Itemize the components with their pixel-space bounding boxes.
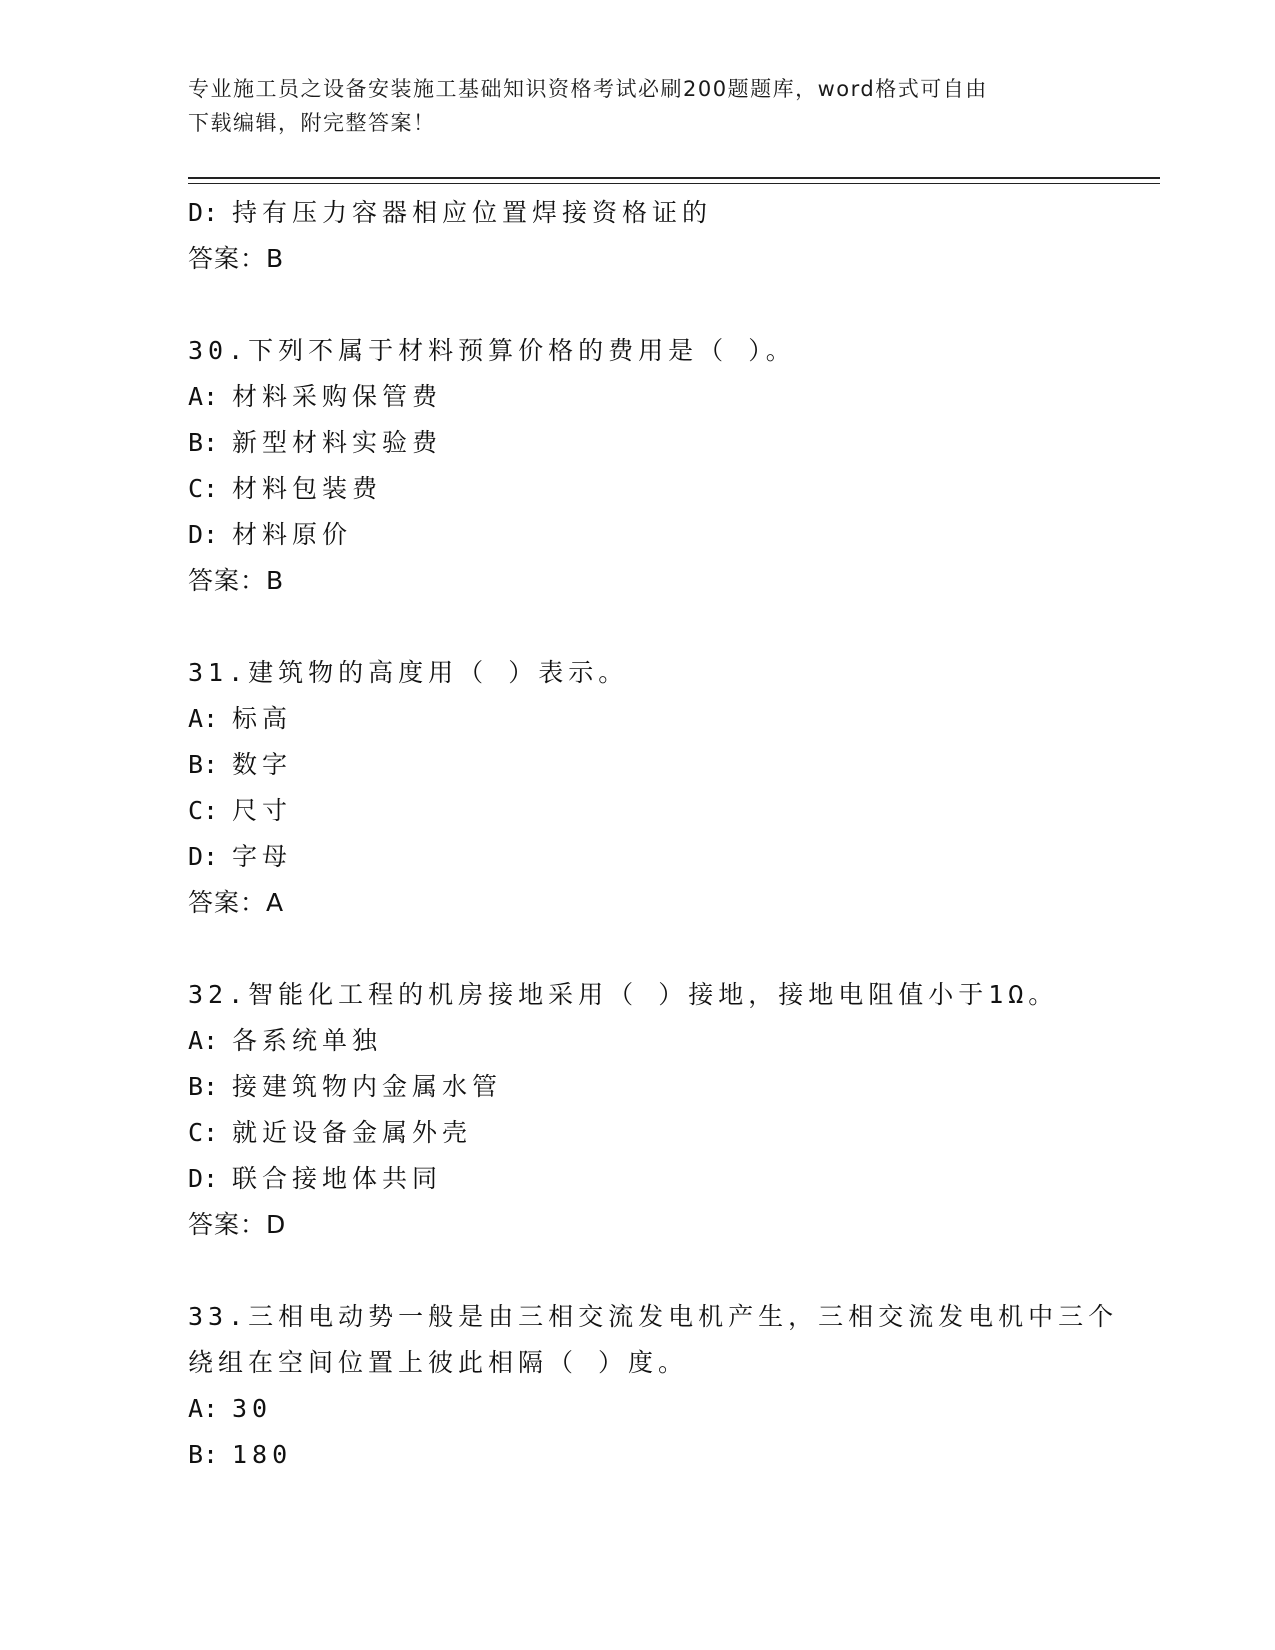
question-stem-line-1: 33.三相电动势一般是由三相交流发电机产生，三相交流发电机中三个 bbox=[188, 1302, 1119, 1331]
option-a bbox=[188, 1386, 1088, 1432]
option-a bbox=[188, 374, 1088, 420]
option-key: A: bbox=[188, 704, 219, 733]
option-key: A: bbox=[188, 382, 219, 411]
question-stem: 32.智能化工程的机房接地采用（ ）接地，接地电阻值小于1Ω。 bbox=[188, 980, 1059, 1009]
option-key: B: bbox=[188, 1072, 219, 1101]
option-text: 数字 bbox=[232, 750, 293, 779]
option-text: 新型材料实验费 bbox=[232, 428, 443, 457]
option-d bbox=[188, 834, 1088, 880]
option-text: 接建筑物内金属水管 bbox=[232, 1072, 503, 1101]
option-text: 各系统单独 bbox=[232, 1026, 383, 1055]
header-line-2: 下载编辑，附完整答案！ bbox=[188, 111, 436, 135]
question-32 bbox=[188, 972, 1088, 1248]
option-key: D: bbox=[188, 842, 219, 871]
option-key: D: bbox=[188, 1164, 219, 1193]
option-c bbox=[188, 788, 1088, 834]
answer-line: 答案：A bbox=[188, 888, 285, 917]
option-key: C: bbox=[188, 796, 219, 825]
question-31 bbox=[188, 650, 1088, 926]
option-text: 材料包装费 bbox=[232, 474, 383, 503]
option-b bbox=[188, 420, 1088, 466]
option-d bbox=[188, 512, 1088, 558]
option-b bbox=[188, 1432, 1088, 1478]
option-text: 就近设备金属外壳 bbox=[232, 1118, 473, 1147]
option-key: C: bbox=[188, 474, 219, 503]
option-key: A: bbox=[188, 1394, 219, 1423]
option-key: C: bbox=[188, 1118, 219, 1147]
document-header bbox=[188, 72, 1088, 140]
header-divider-thick bbox=[188, 177, 1160, 179]
option-text: 字母 bbox=[232, 842, 293, 871]
option-d bbox=[188, 190, 1088, 236]
option-key: A: bbox=[188, 1026, 219, 1055]
option-text: 标高 bbox=[232, 704, 293, 733]
option-text: 尺寸 bbox=[232, 796, 293, 825]
option-text: 材料采购保管费 bbox=[232, 382, 443, 411]
option-text: 30 bbox=[232, 1394, 273, 1423]
option-c bbox=[188, 1110, 1088, 1156]
option-key: B: bbox=[188, 428, 219, 457]
answer-line: 答案：B bbox=[188, 566, 285, 595]
option-text: 持有压力容器相应位置焊接资格证的 bbox=[232, 198, 713, 227]
question-stem: 30.下列不属于材料预算价格的费用是（ ）。 bbox=[188, 336, 796, 365]
option-b bbox=[188, 742, 1088, 788]
header-line-1: 专业施工员之设备安装施工基础知识资格考试必刷200题题库，word格式可自由 bbox=[188, 77, 988, 101]
answer-line: 答案：B bbox=[188, 244, 285, 273]
option-key: D: bbox=[188, 198, 219, 227]
option-key: B: bbox=[188, 1440, 219, 1469]
option-key: D: bbox=[188, 520, 219, 549]
option-a bbox=[188, 696, 1088, 742]
question-list bbox=[188, 190, 1119, 1478]
option-b bbox=[188, 1064, 1088, 1110]
question-30 bbox=[188, 328, 1088, 604]
option-a bbox=[188, 1018, 1088, 1064]
option-text: 180 bbox=[232, 1440, 293, 1469]
question-33 bbox=[188, 1294, 1119, 1478]
header-divider-thin bbox=[188, 183, 1160, 184]
question-stem: 31.建筑物的高度用（ ）表示。 bbox=[188, 658, 629, 687]
option-text: 材料原价 bbox=[232, 520, 353, 549]
option-text: 联合接地体共同 bbox=[232, 1164, 443, 1193]
option-c bbox=[188, 466, 1088, 512]
option-key: B: bbox=[188, 750, 219, 779]
option-d bbox=[188, 1156, 1088, 1202]
question-stem-line-2: 绕组在空间位置上彼此相隔（ ）度。 bbox=[188, 1348, 689, 1377]
answer-line: 答案：D bbox=[188, 1210, 287, 1239]
